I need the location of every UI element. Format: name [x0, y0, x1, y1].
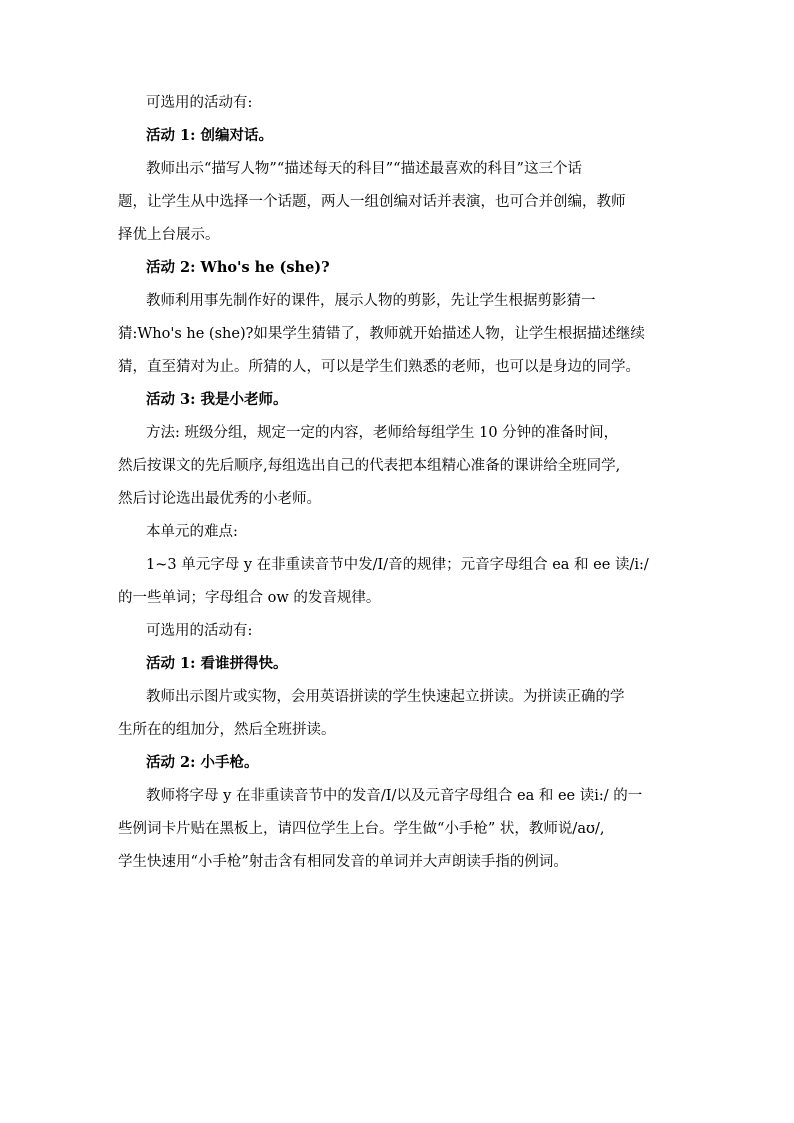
paragraph-line: 题，让学生从中选择一个话题，两人一组创编对话并表演，也可合并创编，教师 — [118, 194, 626, 210]
paragraph-line: 择优上台展示。 — [118, 227, 220, 243]
paragraph-line: 教师出示“描写人物”“描述每天的科目”“描述最喜欢的科目”这三个话 — [146, 161, 582, 177]
activity-heading: 活动 2: 小手枪。 — [146, 754, 259, 771]
paragraph-line: 1~3 单元字母 y 在非重读音节中发/I/音的规律；元音字母组合 ea 和 ee 读/i:/ — [146, 557, 649, 573]
paragraph-line: 然后讨论选出最优秀的小老师。 — [118, 491, 321, 507]
section-label: 本单元的难点: — [146, 524, 238, 540]
paragraph-line: 方法: 班级分组，规定一定的内容，老师给每组学生 10 分钟的准备时间， — [146, 425, 619, 441]
paragraph-line: 可选用的活动有: — [146, 623, 253, 639]
paragraph-line: 然后按课文的先后顺序,每组选出自己的代表把本组精心准备的课讲给全班同学, — [118, 458, 621, 474]
document-body — [118, 92, 678, 873]
activity-heading: 活动 2: Who's he (she)? — [146, 259, 330, 276]
paragraph-line: 猜，直至猜对为止。所猜的人，可以是学生们熟悉的老师，也可以是身边的同学。 — [118, 359, 640, 375]
paragraph-line: 些例词卡片贴在黑板上，请四位学生上台。学生做“小手枪” 状，教师说/aʊ/, — [118, 821, 605, 837]
paragraph-line: 可选用的活动有: — [146, 95, 253, 111]
paragraph-line: 教师出示图片或实物，会用英语拼读的学生快速起立拼读。为拼读正确的学 — [146, 689, 625, 705]
paragraph-line: 教师将字母 y 在非重读音节中的发音/I/以及元音字母组合 ea 和 ee 读i:/ 的一 — [146, 788, 643, 804]
paragraph-line: 教师利用事先制作好的课件，展示人物的剪影，先让学生根据剪影猜一 — [146, 293, 596, 309]
activity-heading: 活动 1: 看谁拼得快。 — [146, 655, 288, 672]
paragraph-line: 的一些单词；字母组合 ow 的发音规律。 — [118, 590, 381, 606]
activity-heading: 活动 1: 创编对话。 — [146, 127, 274, 144]
paragraph-line: 猜:Who's he (she)?如果学生猜错了，教师就开始描述人物，让学生根据描述继续 — [118, 326, 645, 342]
activity-heading: 活动 3: 我是小老师。 — [146, 391, 288, 408]
paragraph-line: 学生快速用“小手枪”射击含有相同发音的单词并大声朗读手指的例词。 — [118, 854, 568, 870]
paragraph-line: 生所在的组加分，然后全班拼读。 — [118, 722, 336, 738]
